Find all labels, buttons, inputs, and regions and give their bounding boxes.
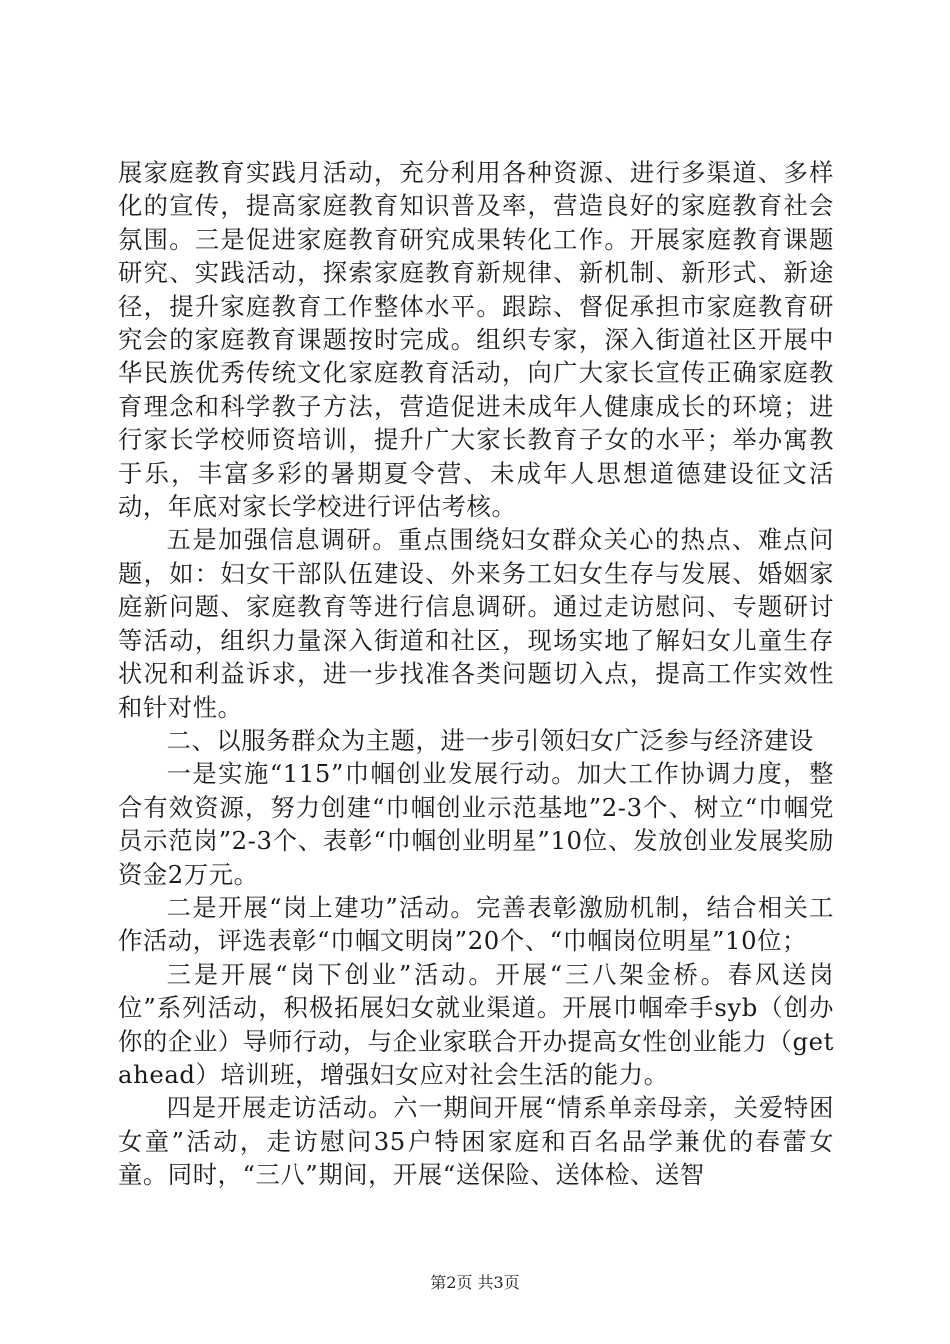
page-footer: 第2页 共3页 [430,1273,520,1292]
document-body [118,156,834,1192]
paragraph-1: 展家庭教育实践月活动，充分利用各种资源、进行多渠道、多样化的宣传，提高家庭教育知识普及率，营造良好的家庭教育社会氛围。三是促进家庭教育研究成果转化工作。开展家庭教育课题研究、实践活动，探索家庭教育新规律、新机制、新形式、新途径，提升家庭教育工作整体水平。跟踪、督促承担市家庭教育研究会的家庭教育课题按时完成。组织专家，深入街道社区开展中华民族优秀传统文化家庭教育活动，向广大家长宣传正确家庭教育理念和科学教子方法，营造促进未成年人健康成长的环境；进行家长学校师资培训，提升广大家长教育子女的水平；举办寓教于乐，丰富多彩的暑期夏令营、未成年人思想道德建设征文活动，年底对家长学校进行评估考核。 [118,158,834,522]
section-heading-2: 二、以服务群众为主题，进一步引领妇女广泛参与经济建设 [166,725,814,755]
paragraph-6: 四是开展走访活动。六一期间开展“情系单亲母亲，关爱特困女童”活动，走访慰问35户特困家庭和百名品学兼优的春蕾女童。同时，“三八”期间，开展“送保险、送体检、送智 [118,1093,834,1190]
paragraph-3: 一是实施“115”巾帼创业发展行动。加大工作协调力度，整合有效资源，努力创建“巾帼创业示范基地”2-3个、树立“巾帼党员示范岗”2-3个、表彰“巾帼创业明星”10位、发放创业发展奖励资金2万元。 [118,759,834,889]
paragraph-2: 五是加强信息调研。重点围绕妇女群众关心的热点、难点问题，如：妇女干部队伍建设、外来务工妇女生存与发展、婚姻家庭新问题、家庭教育等进行信息调研。通过走访慰问、专题研讨等活动，组织力量深入街道和社区，现场实地了解妇女儿童生存状况和利益诉求，进一步找准各类问题切入点，提高工作实效性和针对性。 [118,525,834,722]
paragraph-4: 二是开展“岗上建功”活动。完善表彰激励机制，结合相关工作活动，评选表彰“巾帼文明岗”20个、“巾帼岗位明星”10位； [118,892,834,956]
paragraph-5: 三是开展“岗下创业”活动。开展“三八架金桥。春风送岗位”系列活动，积极拓展妇女就业渠道。开展巾帼牵手syb（创办你的企业）导师行动，与企业家联合开办提高女性创业能力（getahead）培训班，增强妇女应对社会生活的能力。 [118,959,834,1089]
